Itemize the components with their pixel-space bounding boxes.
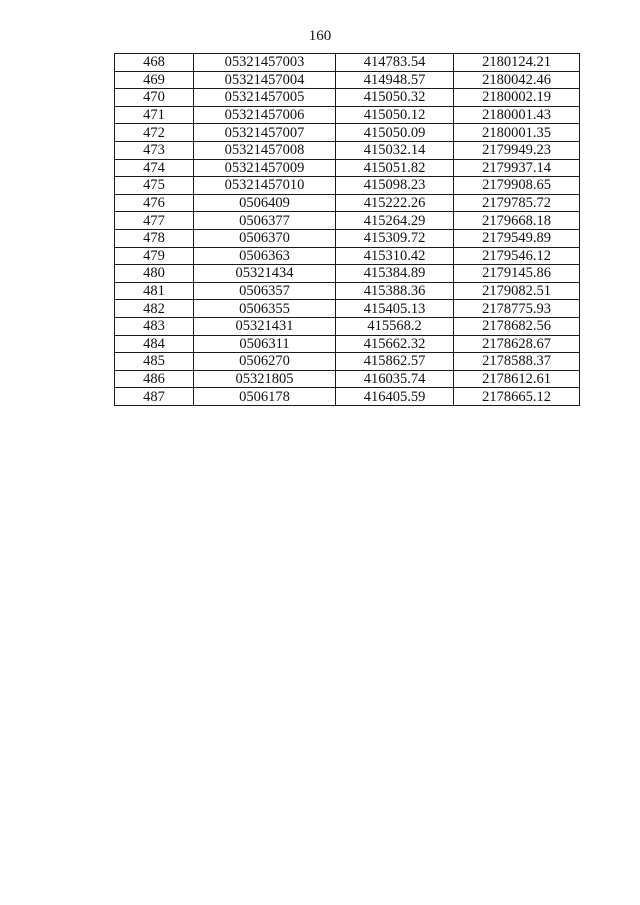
y-coordinate-cell: 2179937.14 <box>454 159 580 177</box>
point-number-cell: 473 <box>115 141 194 159</box>
point-number-cell: 468 <box>115 54 194 72</box>
x-coordinate-cell: 415032.14 <box>336 141 454 159</box>
x-coordinate-cell: 416035.74 <box>336 370 454 388</box>
x-coordinate-cell: 415264.29 <box>336 212 454 230</box>
point-code-cell: 05321457010 <box>194 177 336 195</box>
point-code-cell: 0506311 <box>194 335 336 353</box>
table-row <box>115 388 580 406</box>
point-code-cell: 05321805 <box>194 370 336 388</box>
point-code-cell: 05321457004 <box>194 71 336 89</box>
y-coordinate-cell: 2180124.21 <box>454 54 580 72</box>
table-row <box>115 177 580 195</box>
y-coordinate-cell: 2179668.18 <box>454 212 580 230</box>
y-coordinate-cell: 2178612.61 <box>454 370 580 388</box>
coordinates-table <box>114 53 580 406</box>
table-row <box>115 106 580 124</box>
y-coordinate-cell: 2178628.67 <box>454 335 580 353</box>
y-coordinate-cell: 2178588.37 <box>454 353 580 371</box>
table-row <box>115 89 580 107</box>
x-coordinate-cell: 416405.59 <box>336 388 454 406</box>
point-number-cell: 472 <box>115 124 194 142</box>
point-number-cell: 486 <box>115 370 194 388</box>
point-code-cell: 05321431 <box>194 317 336 335</box>
table-row <box>115 247 580 265</box>
y-coordinate-cell: 2179549.89 <box>454 229 580 247</box>
y-coordinate-cell: 2178665.12 <box>454 388 580 406</box>
table-body <box>115 54 580 406</box>
y-coordinate-cell: 2180001.43 <box>454 106 580 124</box>
point-code-cell: 05321457008 <box>194 141 336 159</box>
table-row <box>115 317 580 335</box>
point-number-cell: 474 <box>115 159 194 177</box>
point-number-cell: 482 <box>115 300 194 318</box>
point-number-cell: 485 <box>115 353 194 371</box>
point-number-cell: 484 <box>115 335 194 353</box>
y-coordinate-cell: 2180042.46 <box>454 71 580 89</box>
x-coordinate-cell: 415310.42 <box>336 247 454 265</box>
point-number-cell: 476 <box>115 194 194 212</box>
x-coordinate-cell: 414783.54 <box>336 54 454 72</box>
point-code-cell: 0506270 <box>194 353 336 371</box>
x-coordinate-cell: 415405.13 <box>336 300 454 318</box>
point-number-cell: 470 <box>115 89 194 107</box>
x-coordinate-cell: 415309.72 <box>336 229 454 247</box>
table-row <box>115 229 580 247</box>
point-code-cell: 0506178 <box>194 388 336 406</box>
x-coordinate-cell: 415662.32 <box>336 335 454 353</box>
y-coordinate-cell: 2179546.12 <box>454 247 580 265</box>
point-number-cell: 483 <box>115 317 194 335</box>
point-number-cell: 481 <box>115 282 194 300</box>
y-coordinate-cell: 2180002.19 <box>454 89 580 107</box>
x-coordinate-cell: 415051.82 <box>336 159 454 177</box>
point-code-cell: 0506370 <box>194 229 336 247</box>
point-number-cell: 480 <box>115 265 194 283</box>
x-coordinate-cell: 415388.36 <box>336 282 454 300</box>
point-number-cell: 475 <box>115 177 194 195</box>
table-row <box>115 124 580 142</box>
point-code-cell: 0506355 <box>194 300 336 318</box>
point-number-cell: 469 <box>115 71 194 89</box>
table-row <box>115 370 580 388</box>
table-row <box>115 71 580 89</box>
point-number-cell: 487 <box>115 388 194 406</box>
x-coordinate-cell: 415384.89 <box>336 265 454 283</box>
y-coordinate-cell: 2178682.56 <box>454 317 580 335</box>
point-code-cell: 05321457007 <box>194 124 336 142</box>
x-coordinate-cell: 415050.09 <box>336 124 454 142</box>
point-code-cell: 0506363 <box>194 247 336 265</box>
x-coordinate-cell: 415050.32 <box>336 89 454 107</box>
point-code-cell: 05321457003 <box>194 54 336 72</box>
y-coordinate-cell: 2180001.35 <box>454 124 580 142</box>
point-code-cell: 0506377 <box>194 212 336 230</box>
point-number-cell: 478 <box>115 229 194 247</box>
point-code-cell: 05321457006 <box>194 106 336 124</box>
y-coordinate-cell: 2179908.65 <box>454 177 580 195</box>
point-code-cell: 05321434 <box>194 265 336 283</box>
table-row <box>115 335 580 353</box>
y-coordinate-cell: 2179082.51 <box>454 282 580 300</box>
point-number-cell: 471 <box>115 106 194 124</box>
table-row <box>115 300 580 318</box>
table-row <box>115 194 580 212</box>
point-number-cell: 479 <box>115 247 194 265</box>
point-code-cell: 0506357 <box>194 282 336 300</box>
x-coordinate-cell: 414948.57 <box>336 71 454 89</box>
point-code-cell: 05321457005 <box>194 89 336 107</box>
table-row <box>115 282 580 300</box>
x-coordinate-cell: 415098.23 <box>336 177 454 195</box>
y-coordinate-cell: 2179145.86 <box>454 265 580 283</box>
y-coordinate-cell: 2179785.72 <box>454 194 580 212</box>
x-coordinate-cell: 415862.57 <box>336 353 454 371</box>
x-coordinate-cell: 415050.12 <box>336 106 454 124</box>
table-row <box>115 265 580 283</box>
point-code-cell: 05321457009 <box>194 159 336 177</box>
point-number-cell: 477 <box>115 212 194 230</box>
page-number: 160 <box>308 28 332 44</box>
y-coordinate-cell: 2179949.23 <box>454 141 580 159</box>
table-row <box>115 353 580 371</box>
point-code-cell: 0506409 <box>194 194 336 212</box>
table-row <box>115 159 580 177</box>
table-row <box>115 212 580 230</box>
x-coordinate-cell: 415568.2 <box>336 317 454 335</box>
table-row <box>115 54 580 72</box>
y-coordinate-cell: 2178775.93 <box>454 300 580 318</box>
table-row <box>115 141 580 159</box>
x-coordinate-cell: 415222.26 <box>336 194 454 212</box>
